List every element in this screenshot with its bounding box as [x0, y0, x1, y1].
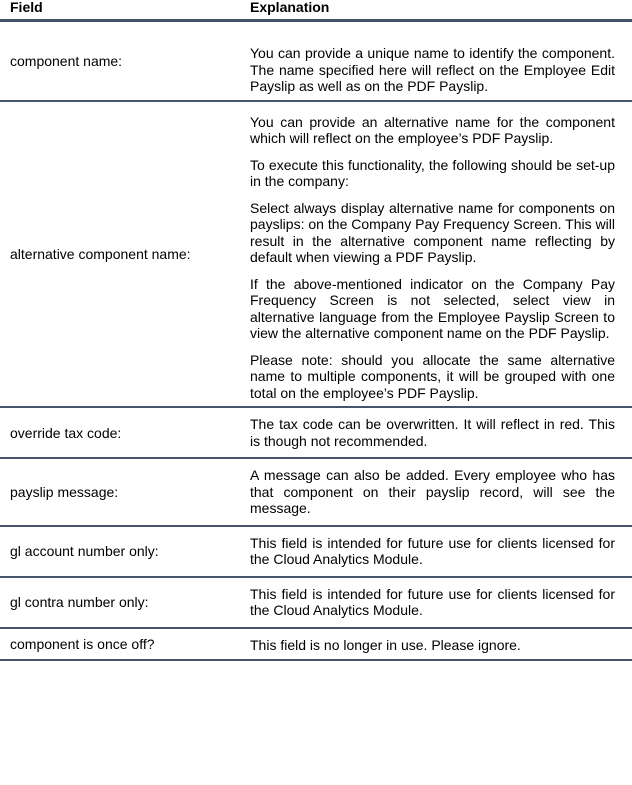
explanation-paragraph: You can provide a unique name to identify the component. The name specified here will reflect on the Employee Edit Payslip as well as on the PDF Payslip. [250, 45, 615, 94]
field-explanation [240, 22, 615, 100]
field-name: override tax code: [10, 424, 122, 441]
table-body [0, 22, 632, 661]
table-row [0, 102, 632, 409]
table-header [0, 0, 632, 22]
header-explanation: Explanation [250, 0, 330, 15]
field-explanation [240, 578, 615, 627]
field-name: payslip message: [10, 483, 119, 500]
explanation-paragraph: This field is intended for future use for clients licensed for the Cloud Analytics Module. [250, 534, 615, 567]
table-row [0, 22, 632, 102]
field-explanation [240, 102, 615, 407]
explanation-paragraph: Select always display alternative name for components on payslips: on the Company Pay Frequency Screen. This will result in the alternative component name reflecting by default when viewing a PDF Payslip. [250, 199, 615, 265]
table-row [0, 459, 632, 527]
table-row [0, 629, 632, 662]
field-explanation [240, 527, 615, 576]
explanation-paragraph: The tax code can be overwritten. It will reflect in red. This is though not recommended. [250, 416, 615, 449]
field-name: gl account number only: [10, 543, 159, 559]
field-name: component is once off? [10, 635, 155, 652]
explanation-paragraph: This field is no longer in use. Please ignore. [250, 636, 521, 653]
field-explanation [240, 408, 615, 457]
explanation-paragraph: This field is intended for future use for clients licensed for the Cloud Analytics Module. [250, 585, 615, 618]
field-explanation [240, 629, 615, 660]
table-row [0, 408, 632, 459]
explanation-paragraph: You can provide an alternative name for the component which will reflect on the employee’s PDF Payslip. [250, 113, 615, 146]
field-name: component name: [10, 52, 123, 69]
header-field: Field [10, 0, 43, 15]
explanation-paragraph: If the above-mentioned indicator on the Company Pay Frequency Screen is not selected, select view in alternative language from the Employee Payslip Screen to view the alternative component name on the PDF Payslip. [250, 275, 615, 341]
table-row [0, 578, 632, 629]
field-name: alternative component name: [10, 245, 191, 262]
field-explanation [240, 459, 615, 525]
table-row [0, 527, 632, 578]
field-name: gl contra number only: [10, 594, 149, 610]
explanation-paragraph: To execute this functionality, the following should be set-up in the company: [250, 156, 615, 189]
explanation-paragraph: A message can also be added. Every employee who has that component on their payslip record, will see the message. [250, 467, 615, 516]
explanation-paragraph: Please note: should you allocate the same alternative name to multiple components, it will be grouped with one total on the employee’s PDF Payslip. [250, 351, 615, 401]
